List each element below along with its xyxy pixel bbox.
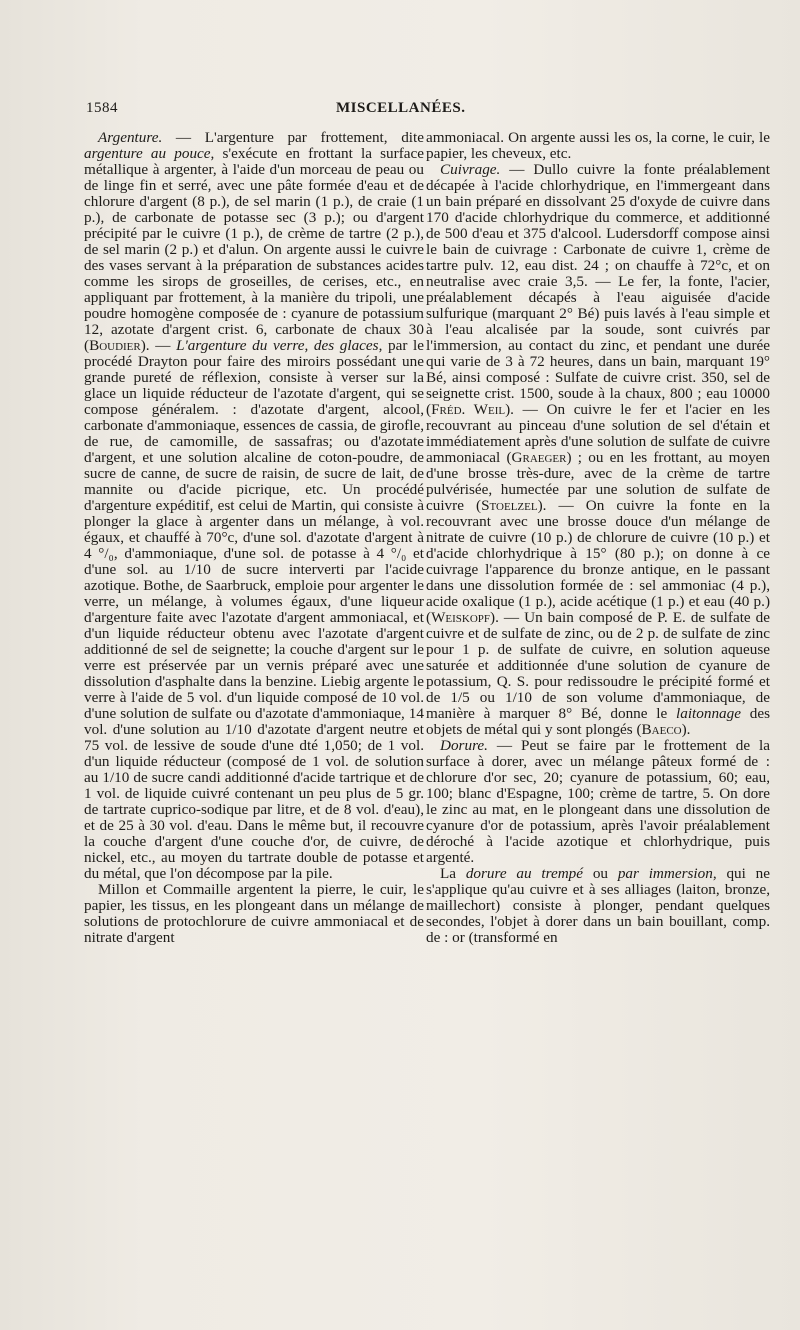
- paragraph-argenture: [84, 130, 424, 882]
- text-run: ). — On cuivre le fer et l'acier en les recouvrant au pinceau d'une solution de sel d'étain et immédiatement après d'une solution de sulfate de cuivre ammoniacal (: [426, 401, 770, 466]
- term-par-immersion: par immersion: [617, 865, 713, 882]
- paragraph-cuivrage: [426, 162, 770, 738]
- text-run: — L'argenture par frottement, dite: [162, 129, 424, 146]
- text-run: — Dullo cuivre la fonte préalablement décapée à l'acide chlorhydrique, en l'immergeant dans un bain préparé en dissolvant 25 d'oxyde de cuivre dans 170 d'acide chlorhydrique du commerce, et additionné de 500 d'eau et 375 d'alcool. Ludersdorff compose ainsi le bain de cuivrage : Carbonate de cuivre 1, crème de tartre pulv. 12, eau dist. 24 ; on chauffe à 72°c, et on neutralise avec craie 3,5. — Le fer, la fonte, l'acier, préalablement décapés à l'eau aiguisée d'acide sulfurique (marquant 2° Bé) puis lavés à l'eau simple et à l'eau alcalisée par la soude, sont cuivrés par l'immersion, au contact du zinc, et pendant une durée qui varie de 3 à 72 heures, dans un bain, marquant 19° Bé, ainsi composé : Sulfate de cuivre crist. 350, sel de seignette crist. 1500, soude à la chaux, 800 ; eau 10000 (: [426, 161, 770, 418]
- paragraph-dorure-trempe: [426, 866, 770, 946]
- right-column: [426, 130, 770, 946]
- text-run: ) ; ou en les frottant, au moyen d'une brosse très-dure, avec de la crème de tartre pulvérisée, humectée par une solution de sulfate de cuivre (: [426, 449, 770, 514]
- term-dorure-au-trempe: dorure au trempé: [465, 865, 584, 882]
- term-argenture-du-verre: L'argenture du verre, des glaces: [176, 337, 379, 354]
- term-argenture-au-pouce: argenture au pouce: [84, 145, 211, 162]
- text-run: , par le procédé Drayton pour faire des miroirs possédant une grande pureté de réflexion, consiste à verser sur la glace un liquide réducteur de l'azotate d'argent, qui se compose généralem. : d'azotate d'argent, alcool, carbonate d'ammoniaque, essences de cassia, de girofle, de rue, de camomille, de sassafras; ou d'azotate d'argent, et une solution alcaline de coton-poudre, de sucre de canne, de sucre de raisin, de sucre de lait, de mannite ou d'acide picrique, etc. Un procédé d'argenture expéditif, est celui de Martin, qui consiste à plonger la glace à argenter dans un mélange, à vol. égaux, et chauffé à 70°c, d'une sol. d'azotate d'argent à 4 °/₀, d'ammoniaque, d'une sol. de potasse à 4 °/₀ et d'une sol. au 1/10 de sucre interverti par l'acide azotique. Bothe, de Saarbruck, emploie pour argenter le verre, un mélange, à volumes égaux, d'une liqueur d'argenture faite avec l'azotate d'argent ammoniacal, et d'un liquide réducteur obtenu avec l'azotate d'argent additionné de sel de seignette; la couche d'argent sur le verre est préservée par un vernis préparé avec une dissolution d'asphalte dans la benzine. Liebig argente le verre à l'aide de 5 vol. d'un liquide composé de 10 vol. d'une solution de sulfate ou d'azotate d'ammoniaque, 14 vol. d'une solution au 1/10 d'azotate d'argent neutre et 75 vol. de lessive de soude d'une dté 1,050; de 1 vol. d'un liquide réducteur (composé de 1 vol. de solution au 1/10 de sucre candi additionné d'acide tartrique et de 1 vol. de liquide cuivré contenant un peu plus de 5 gr. de tartrate cuprico-sodique par litre, et de 8 vol. d'eau), et de 25 à 30 vol. d'eau. Dans le même but, il recouvre la couche d'argent d'une couche d'or, de cuivre, de nickel, etc., au moyen du tartrate double de potasse et du métal, que l'on décompose par la pile.: [84, 337, 424, 882]
- text-run: La: [440, 865, 466, 882]
- text-run: ).: [681, 721, 691, 738]
- term-dorure: Dorure.: [440, 737, 488, 754]
- running-title: MISCELLANÉES.: [336, 100, 466, 116]
- author-name: Stoelzel: [481, 497, 538, 514]
- text-run: ). —: [140, 337, 177, 354]
- left-column: [84, 130, 424, 946]
- text-run: ). — Un bain composé de P. E. de sulfate de cuivre et de sulfate de zinc, ou de 2 p. de sulfate de zinc pour 1 p. de sulfate de cuivre, en solution aqueuse saturée et additionnée d'une solution de cyanure de potassium, Q. S. pour redissoudre le précipité formé et de 1/5 ou 1/10 de son volume d'ammoniaque, de manière à marquer 8° Bé, donne le: [426, 609, 770, 722]
- text-run: ). — On cuivre la fonte en la recouvrant avec une brosse douce d'un mélange de nitrate de cuivre (10 p.) de chlorure de cuivre (10 p.) et d'acide chlorhydrique à 15° (80 p.); on donne à ce cuivrage l'apparence du bronze antique, en le passant dans une dissolution formée de : sel ammoniac (4 p.), acide oxalique (1 p.), acide acétique (1 p.) et eau (40 p.) (: [426, 497, 770, 626]
- term-argenture: Argenture.: [98, 129, 163, 146]
- text-run: — Peut se faire par le frottement de la surface à dorer, avec un mélange pâteux formé de : chlorure d'or sec, 20; cyanure de potassium, 60; eau, 100; blanc d'Espagne, 100; crème de tartre, 5. On dore le zinc au mat, en le plongeant dans une dissolution de cyanure d'or de potassium, après l'avoir préalablement déroché à l'acide azotique et chlorhydrique, puis argenté.: [426, 737, 770, 866]
- author-name: Boudier: [89, 337, 141, 354]
- author-name: Graeger: [511, 449, 567, 466]
- author-name: Fréd. Weil: [431, 401, 506, 418]
- paragraph-millon: Millon et Commaille argentent la pierre, le cuir, le papier, les tissus, en les plongeant dans un mélange de solutions de protochlorure de cuivre ammoniacal et de nitrate d'argent: [84, 881, 424, 946]
- paragraph-dorure: [426, 738, 770, 866]
- text-run: ou: [583, 865, 618, 882]
- text-run: des objets de métal qui y sont plongés (: [426, 705, 770, 738]
- text-run: , qui ne s'applique qu'au cuivre et à ses alliages (laiton, bronze, maillechort) consiste à plonger, pendant quelques secondes, l'objet à dorer dans un bain bouillant, comp. de : or (transformé en: [426, 865, 770, 946]
- text-run: , s'exécute en frottant la surface métallique à argenter, à l'aide d'un morceau de peau ou de linge fin et serré, avec une pâte formée d'eau et de chlorure d'argent (8 p.), de sel marin (1 p.), de craie (1 p.), de carbonate de potasse sec (3 p.); ou d'argent précipité par le cuivre (1 p.), de crème de tartre (2 p.), de sel marin (2 p.) et d'alun. On argente aussi le cuivre des vases servant à la préparation de substances acides comme les sirops de groseilles, de cerises, etc., en appliquant par frottement, à la manière du tripoli, une poudre homogène composée de : cyanure de potassium 12, azotate d'argent crist. 6, carbonate de chaux 30 (: [84, 145, 424, 354]
- author-name: Baeco: [641, 721, 682, 738]
- term-laitonnage: laitonnage: [676, 705, 741, 722]
- paragraph-continuation: ammoniacal. On argente aussi les os, la corne, le cuir, le papier, les cheveux, etc.: [426, 129, 770, 162]
- page-header: [86, 100, 752, 124]
- page-number: 1584: [86, 100, 118, 116]
- author-name: Weiskopf: [431, 609, 491, 626]
- term-cuivrage: Cuivrage.: [440, 161, 501, 178]
